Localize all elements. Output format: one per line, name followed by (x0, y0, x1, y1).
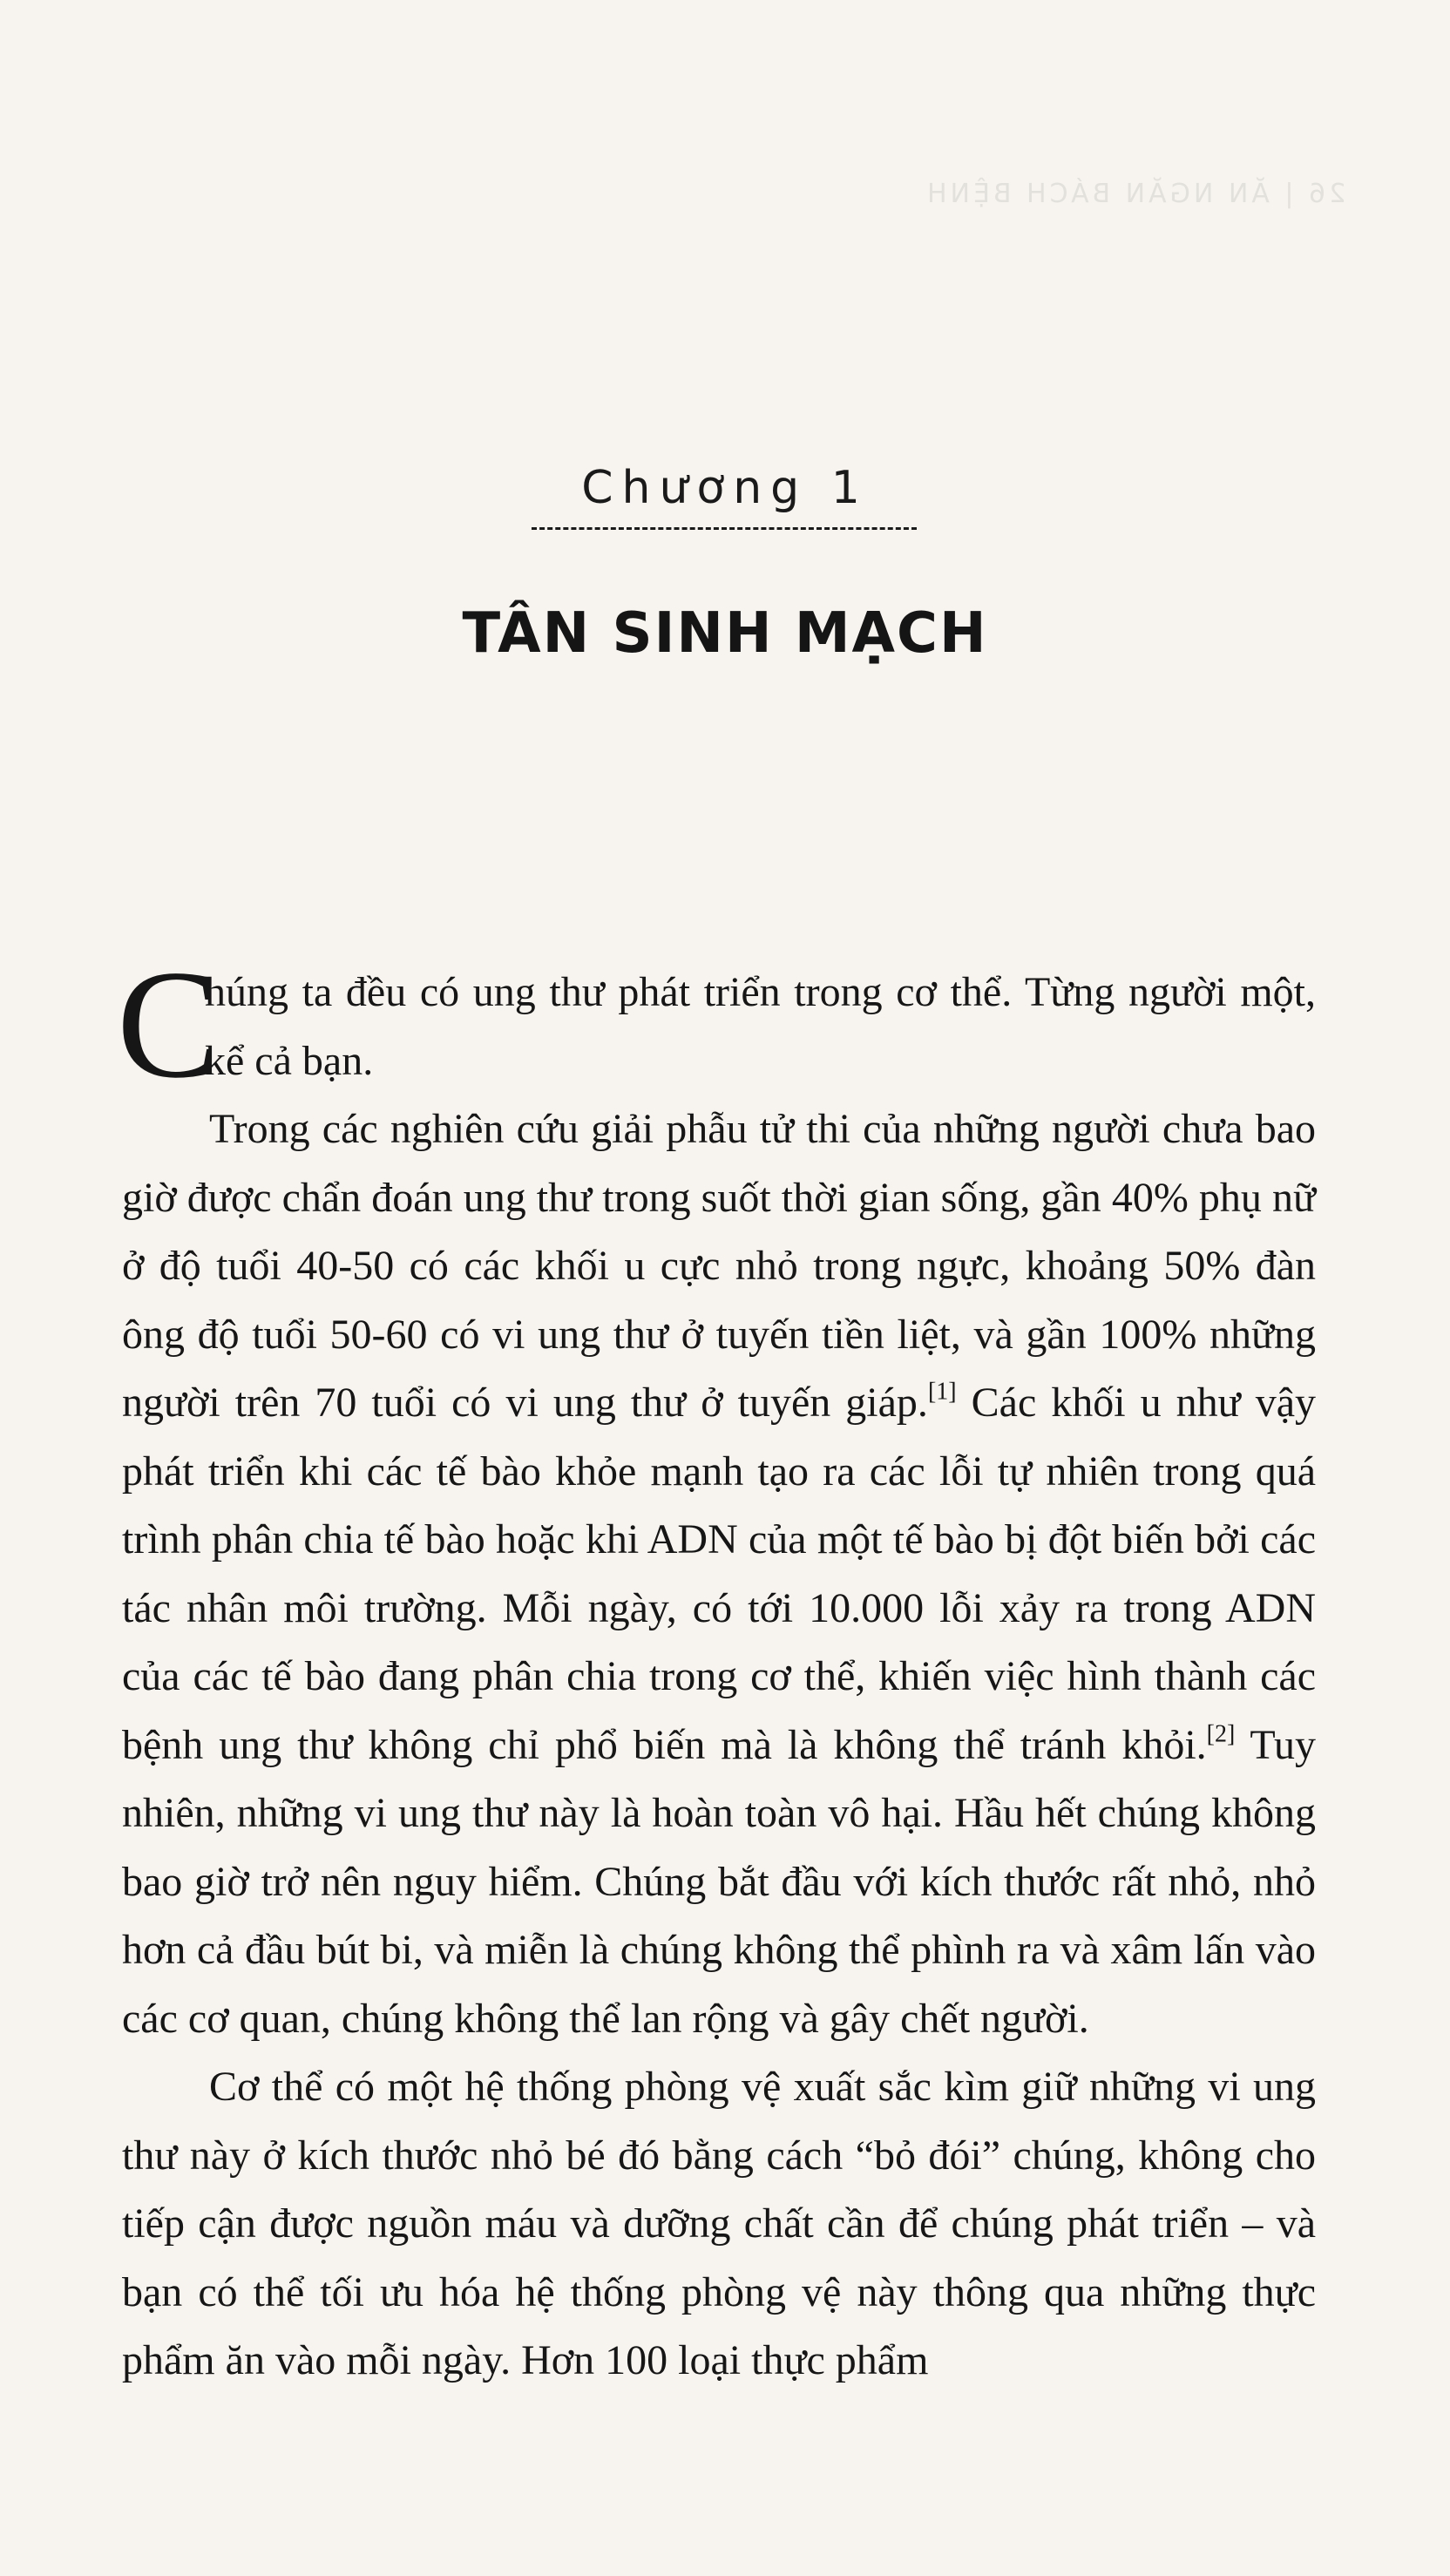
paragraph-text: Trong các nghiên cứu giải phẫu tử thi của những người chưa bao giờ được chẩn đoán ung thư trong suốt thời gian sống, gần 40% phụ nữ ở độ tuổi 40-50 có các khối u cực nhỏ trong ngực, khoảng 50% đàn ông độ tuổi 50-60 có vi ung thư ở tuyến tiền liệt, và gần 100% những người trên 70 tuổi có vi ung thư ở tuyến giáp. (122, 1106, 1316, 1426)
drop-cap: C (117, 938, 220, 1110)
paragraph-text: Tuy nhiên, những vi ung thư này là hoàn toàn vô hại. Hầu hết chúng không bao giờ trở nên nguy hiểm. Chúng bắt đầu với kích thước rất nhỏ, nhỏ hơn cả đầu bút bi, và miễn là chúng không thể phình ra và xâm lấn vào các cơ quan, chúng không thể lan rộng và gây chết người. (122, 1721, 1316, 2042)
footnote-ref-1[interactable]: [1] (927, 1378, 957, 1406)
chapter-divider (532, 527, 917, 530)
paragraph-autopsy-studies (122, 1095, 1316, 2053)
bleed-through-header: 26 | ĂN NGĂN BÁCH BỆNH (923, 179, 1345, 209)
paragraph-text: Cơ thể có một hệ thống phòng vệ xuất sắc kìm giữ những vi ung thư này ở kích thước nhỏ bé đó bằng cách “bỏ đói” chúng, không cho tiếp cận được nguồn máu và dưỡng chất cần để chúng phát triển – và bạn có thể tối ưu hóa hệ thống phòng vệ này thông qua những thực phẩm ăn vào mỗi ngày. Hơn 100 loại thực phẩm (122, 2064, 1316, 2383)
chapter-label: Chương 1 (581, 462, 869, 514)
paragraph-text: Các khối u như vậy phát triển khi các tế bào khỏe mạnh tạo ra các lỗi tự nhiên trong quá trình phân chia tế bào hoặc khi ADN của một tế bào bị đột biến bởi các tác nhân môi trường. Mỗi ngày, có tới 10.000 lỗi xảy ra trong ADN của các tế bào đang phân chia trong cơ thể, khiến việc hình thành các bệnh ung thư không chỉ phổ biến mà là không thể tránh khỏi. (122, 1380, 1317, 1768)
opening-paragraph (117, 938, 1316, 1110)
paragraph-defense-system (122, 2053, 1316, 2396)
opening-text: húng ta đều có ung thư phát triển trong cơ thể. Từng người một, kể cả bạn. (205, 969, 1316, 1084)
body-text (117, 938, 1317, 2396)
footnote-ref-2[interactable]: [2] (1206, 1719, 1236, 1747)
chapter-title: TÂN SINH MẠCH (462, 601, 988, 666)
